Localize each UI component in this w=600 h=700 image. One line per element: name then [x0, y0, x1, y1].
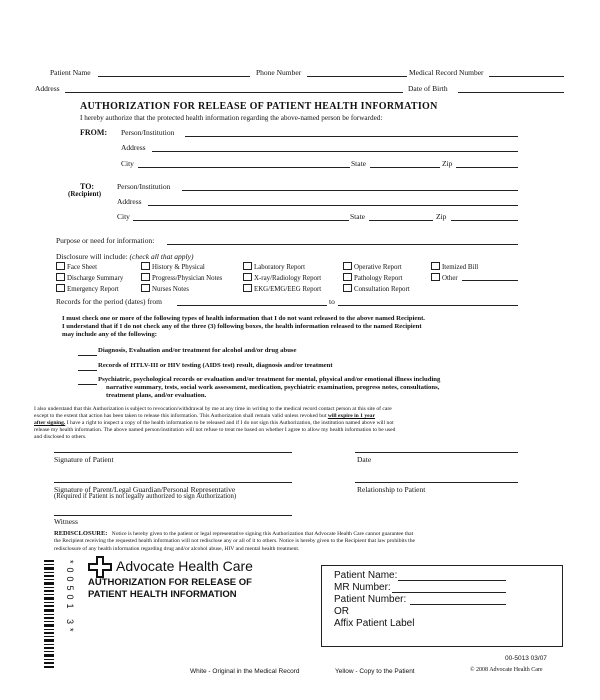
redisclosure-line-3: redisclosure of any health information regarding drug and/or alcohol abuse, HIV and mental health treatment.: [54, 546, 300, 552]
checkbox-discharge-summary[interactable]: Discharge Summary: [56, 273, 123, 282]
patient-name-label: Patient Name: [50, 68, 91, 77]
sensitive-option-3-line-3: treatment plans, and/or evaluation.: [106, 392, 207, 399]
checkbox-ekg-report[interactable]: EKG/EMG/EEG Report: [243, 284, 321, 293]
address-label: Address: [35, 84, 60, 93]
date-of-birth-field[interactable]: [458, 92, 564, 93]
checkbox-operative-report[interactable]: Operative Report: [343, 262, 402, 271]
to-city-field[interactable]: [133, 220, 349, 221]
checkbox-progress-notes[interactable]: Progress/Physician Notes: [141, 273, 222, 282]
barcode-text-wrap: [66, 560, 76, 670]
sensitive-check-2[interactable]: [78, 370, 97, 371]
records-period-label: Records for the period (dates) from: [56, 297, 163, 306]
from-zip-field[interactable]: [456, 167, 518, 168]
checkbox-itemized-bill[interactable]: Itemized Bill: [431, 262, 478, 271]
to-address-label: Address: [117, 197, 142, 206]
must-check-line-2: I understand that if I do not check any of the three (3) following boxes, the health information released to the named Recipient: [62, 323, 422, 330]
from-address-field[interactable]: [152, 151, 518, 152]
checkbox-history-physical[interactable]: History & Physical: [141, 262, 205, 271]
box-patient-name-label: Patient Name:: [334, 570, 398, 581]
date-label: Date: [357, 455, 372, 464]
recipient-label: (Recipient): [68, 190, 102, 198]
to-zip-field[interactable]: [451, 220, 518, 221]
patient-name-field[interactable]: [98, 76, 250, 77]
sensitive-check-1[interactable]: [78, 355, 97, 356]
copy-white: White - Original in the Medical Record: [190, 668, 300, 675]
from-state-field[interactable]: [370, 167, 440, 168]
signature-patient-label: Signature of Patient: [54, 455, 114, 464]
checkbox-nurses-notes[interactable]: Nurses Notes: [141, 284, 189, 293]
from-city-label: City: [121, 159, 134, 168]
copyright: © 2008 Advocate Health Care: [470, 667, 543, 673]
medical-record-number-label: Medical Record Number: [409, 68, 484, 77]
form-number: 00-5013 03/07: [505, 655, 547, 662]
to-zip-label: Zip: [436, 212, 447, 221]
box-affix-label: Affix Patient Label: [334, 618, 415, 629]
from-city-field[interactable]: [138, 167, 350, 168]
box-patient-number-label: Patient Number:: [334, 594, 407, 605]
box-patient-name-field[interactable]: [398, 580, 506, 581]
to-state-label: State: [350, 212, 365, 221]
revocation-line-3: after signing. I have a right to inspect a copy of the health information to be released and if I do not sign this Authorization, the institution named above will not: [34, 420, 394, 426]
redisclosure-label: REDISCLOSURE:: [54, 530, 108, 537]
box-mr-number-field[interactable]: [392, 592, 506, 593]
to-address-field[interactable]: [148, 205, 518, 206]
sensitive-option-3-line-2: narrative summary, tests, social work assessment, medication, psychiatric examination, progress notes, consultations,: [106, 384, 440, 391]
checkbox-pathology-report[interactable]: Pathology Report: [343, 273, 402, 282]
to-state-field[interactable]: [369, 220, 433, 221]
date-of-birth-label: Date of Birth: [408, 84, 448, 93]
patient-signature-field[interactable]: [54, 452, 292, 453]
box-mr-number-label: MR Number:: [334, 582, 391, 593]
from-zip-label: Zip: [442, 159, 453, 168]
form-title: AUTHORIZATION FOR RELEASE OF PATIENT HEALTH INFORMATION: [80, 101, 438, 112]
from-person-field[interactable]: [185, 136, 518, 137]
brand-name: Advocate Health Care: [116, 558, 253, 574]
records-to-label: to: [329, 297, 335, 306]
revocation-line-1: I also understand that this Authorization is subject to revocation/withdrawal by me at any time in writing to the medical record contact person at this site of care: [34, 406, 392, 412]
must-check-line-1: I must check one or more of the following types of health information that I do not want released to the above named Recipient.: [62, 315, 425, 322]
checkbox-laboratory-report[interactable]: Laboratory Report: [243, 262, 305, 271]
sensitive-check-3[interactable]: [78, 384, 97, 385]
relationship-label: Relationship to Patient: [357, 485, 426, 494]
checkbox-face-sheet[interactable]: Face Sheet: [56, 262, 97, 271]
from-state-label: State: [351, 159, 366, 168]
phone-number-field[interactable]: [307, 76, 407, 77]
signature-guardian-label: Signature of Parent/Legal Guardian/Personal Representative: [54, 485, 236, 494]
to-person-label: Person/Institution: [117, 182, 171, 191]
phone-number-label: Phone Number: [256, 68, 302, 77]
purpose-field[interactable]: [167, 244, 518, 245]
relationship-field[interactable]: [355, 482, 518, 483]
checkbox-xray-report[interactable]: X-ray/Radiology Report: [243, 273, 321, 282]
form-intro: I hereby authorize that the protected health information regarding the above-named person be forwarded:: [80, 114, 383, 122]
purpose-label: Purpose or need for information:: [56, 236, 155, 245]
disclosure-hint: (check all that apply): [129, 252, 194, 261]
must-check-line-3: may include any of the following:: [62, 331, 157, 338]
redisclosure-line-2: the Recipient receiving the requested health information will not redisclose any or all of it to others. Notice is hereby given to the Recipient that law prohibits the: [54, 538, 416, 544]
doc-title-line-2: PATIENT HEALTH INFORMATION: [88, 589, 237, 600]
medical-record-number-field[interactable]: [489, 76, 564, 77]
sensitive-option-3-line-1: Psychiatric, psychological records or evaluation and/or treatment for mental, physical and/or emotional illness including: [98, 376, 441, 383]
revocation-line-5: and disclosed to others.: [34, 434, 87, 440]
box-patient-number-field[interactable]: [410, 604, 506, 605]
barcode: [44, 558, 54, 670]
checkbox-other[interactable]: Other: [431, 273, 458, 282]
checkbox-emergency-report[interactable]: Emergency Report: [56, 284, 119, 293]
address-field[interactable]: [65, 92, 403, 93]
copy-yellow: Yellow - Copy to the Patient: [335, 668, 415, 675]
records-from-field[interactable]: [177, 305, 327, 306]
revocation-line-4: release my health information. The above named person/institution will not refuse to treat me based on whether I agree to allow my health information to be used: [34, 427, 396, 433]
after-signing: after signing.: [34, 420, 66, 426]
to-person-field[interactable]: [182, 190, 518, 191]
witness-label: Witness: [54, 517, 78, 526]
guardian-note: (Required if Patient is not legally authorized to sign Authorization): [54, 493, 237, 500]
witness-field[interactable]: [54, 515, 292, 516]
sensitive-option-2: Records of HTLV-III or HIV testing (AIDS test) result, diagnosis and/or treatment: [98, 362, 333, 369]
disclosure-label: Disclosure will include: (check all that apply): [56, 252, 194, 261]
sensitive-option-1: Diagnosis, Evaluation and/or treatment for alcohol and/or drug abuse: [98, 347, 297, 354]
doc-title-line-1: AUTHORIZATION FOR RELEASE OF: [88, 577, 252, 588]
revocation-line-2: except to the extent that action has been taken to release this information. This Authorization shall remain valid unless revoked but will expire in 1 year: [34, 413, 375, 419]
redisclosure-line-1: REDISCLOSURE: Notice is hereby given to the patient or legal representative signing this Authorization that Advocate Health Care cannot guarantee that: [54, 530, 414, 537]
checkbox-consultation-report[interactable]: Consultation Report: [343, 284, 410, 293]
other-field[interactable]: [462, 280, 518, 281]
barcode-text: *00501 3*: [65, 560, 75, 636]
to-label: TO:: [80, 182, 95, 191]
from-label: FROM:: [80, 128, 108, 137]
date-field[interactable]: [355, 452, 518, 453]
from-address-label: Address: [121, 143, 146, 152]
to-city-label: City: [117, 212, 130, 221]
guardian-signature-field[interactable]: [54, 482, 292, 483]
expiry-notice: will expire in 1 year: [327, 413, 375, 419]
box-or-label: OR: [334, 606, 349, 617]
from-person-label: Person/Institution: [121, 128, 175, 137]
records-to-field[interactable]: [338, 305, 518, 306]
